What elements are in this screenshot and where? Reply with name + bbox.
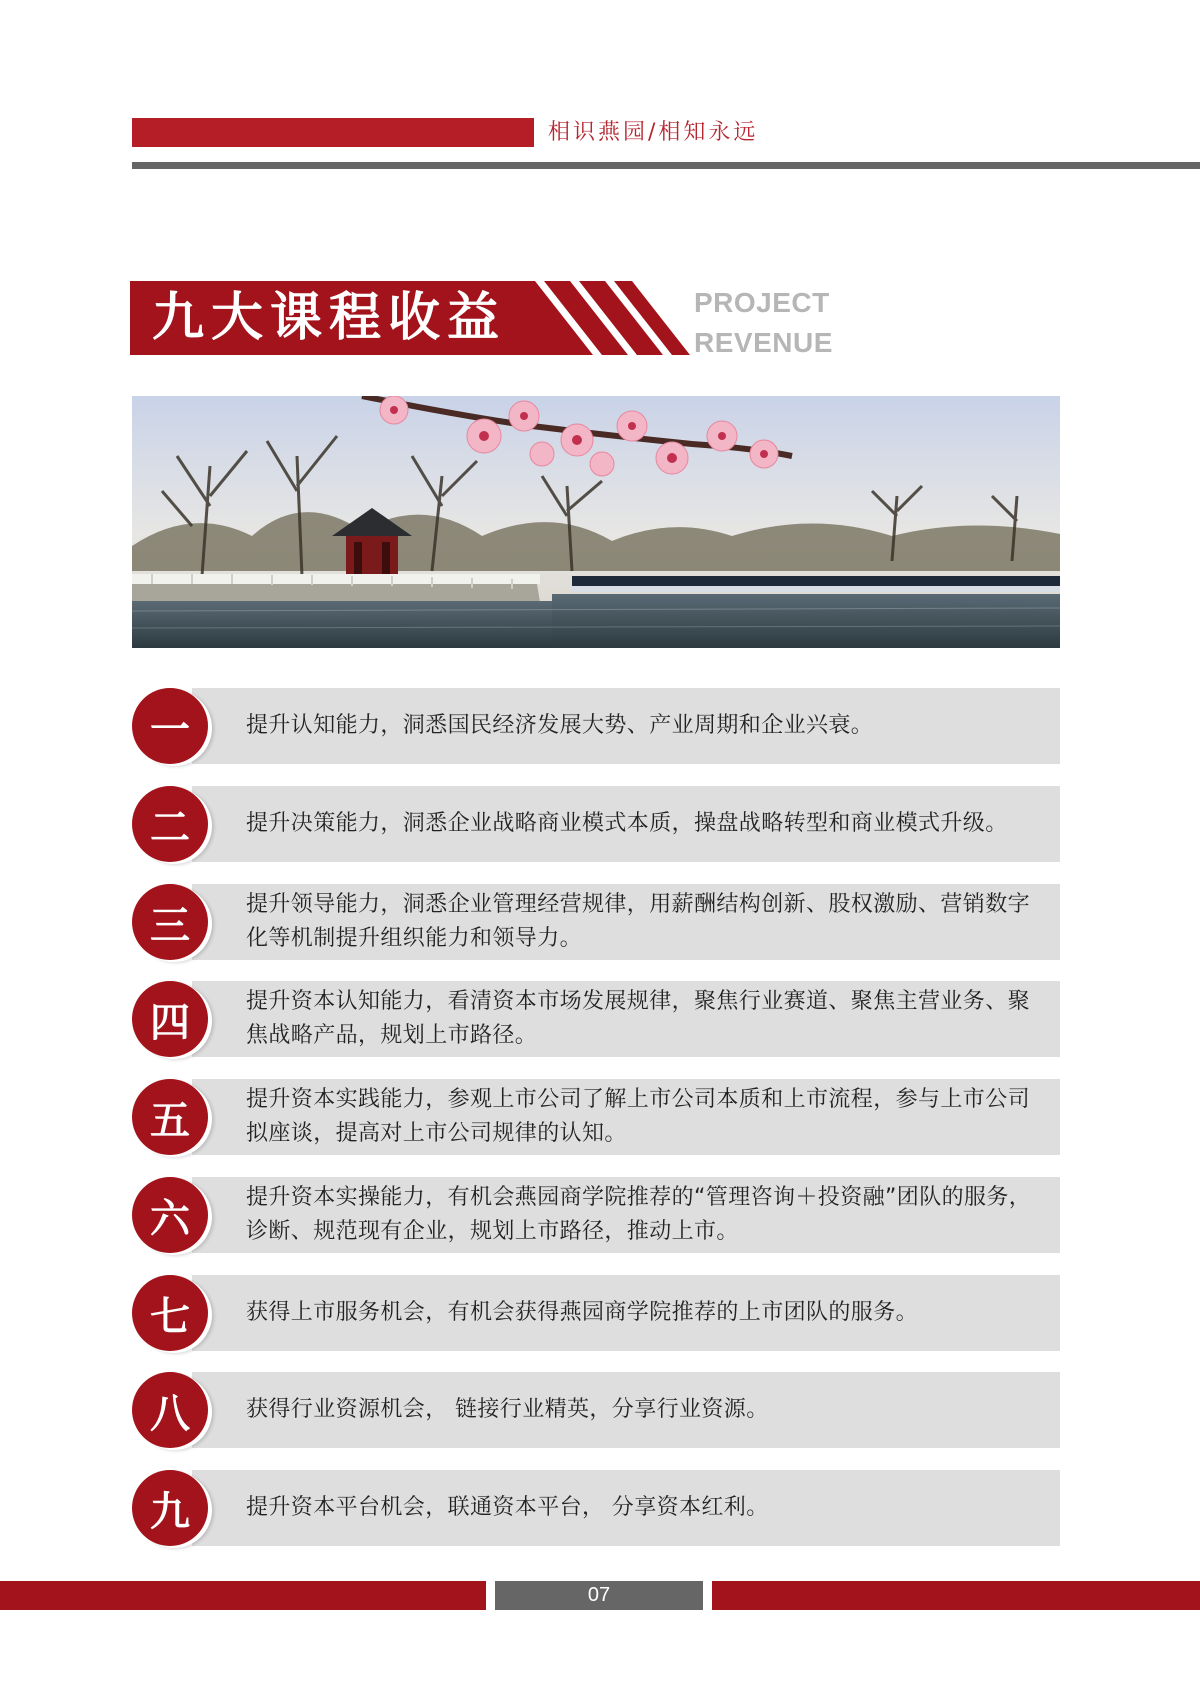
item-text: 提升资本实践能力，参观上市公司了解上市公司本质和上市流程，参与上市公司拟座谈，提高对上市公司规律的认知。 — [246, 1087, 1031, 1146]
list-item — [132, 786, 1060, 862]
title-english — [694, 283, 833, 363]
list-item — [132, 1177, 1060, 1253]
footer-red-bar-right — [712, 1581, 1200, 1610]
item-number-badge: 五 — [132, 1079, 208, 1155]
item-number-badge: 一 — [132, 688, 208, 764]
item-text: 提升资本认知能力，看清资本市场发展规律，聚焦行业赛道、聚焦主营业务、聚焦战略产品，规划上市路径。 — [246, 989, 1031, 1048]
item-number-badge: 八 — [132, 1372, 208, 1448]
footer-red-bar-left — [0, 1581, 486, 1610]
item-number-badge: 二 — [132, 786, 208, 862]
title-english-line1: PROJECT — [694, 287, 830, 318]
list-item — [132, 884, 1060, 960]
page-title: 九大课程收益 — [152, 288, 507, 348]
header-red-bar — [132, 118, 534, 147]
hero-photo — [132, 396, 1060, 648]
item-number-badge: 四 — [132, 981, 208, 1057]
item-text: 提升决策能力，洞悉企业战略商业模式本质，操盘战略转型和商业模式升级。 — [246, 811, 1008, 836]
item-text: 提升资本平台机会，联通资本平台， 分享资本红利。 — [246, 1495, 769, 1520]
item-text: 提升领导能力，洞悉企业管理经营规律，用薪酬结构创新、股权激励、营销数字化等机制提升组织能力和领导力。 — [246, 892, 1031, 951]
header-slogan: 相识燕园/相知永远 — [548, 120, 759, 145]
item-text: 提升资本实操能力，有机会燕园商学院推荐的“管理咨询＋投资融”团队的服务，诊断、规范现有企业，规划上市路径，推动上市。 — [246, 1185, 1032, 1244]
item-number-badge: 七 — [132, 1275, 208, 1351]
title-english-line2: REVENUE — [694, 327, 833, 358]
item-number-badge: 六 — [132, 1177, 208, 1253]
item-number-badge: 三 — [132, 884, 208, 960]
list-item — [132, 1079, 1060, 1155]
list-item — [132, 1372, 1060, 1448]
list-item — [132, 1275, 1060, 1351]
page-number: 07 — [495, 1581, 703, 1610]
item-number-badge: 九 — [132, 1470, 208, 1546]
item-text: 获得行业资源机会， 链接行业精英，分享行业资源。 — [246, 1397, 769, 1422]
item-text: 获得上市服务机会，有机会获得燕园商学院推荐的上市团队的服务。 — [246, 1300, 919, 1325]
list-item — [132, 1470, 1060, 1546]
header-divider — [132, 162, 1200, 169]
item-text: 提升认知能力，洞悉国民经济发展大势、产业周期和企业兴衰。 — [246, 713, 874, 738]
list-item — [132, 688, 1060, 764]
list-item — [132, 981, 1060, 1057]
